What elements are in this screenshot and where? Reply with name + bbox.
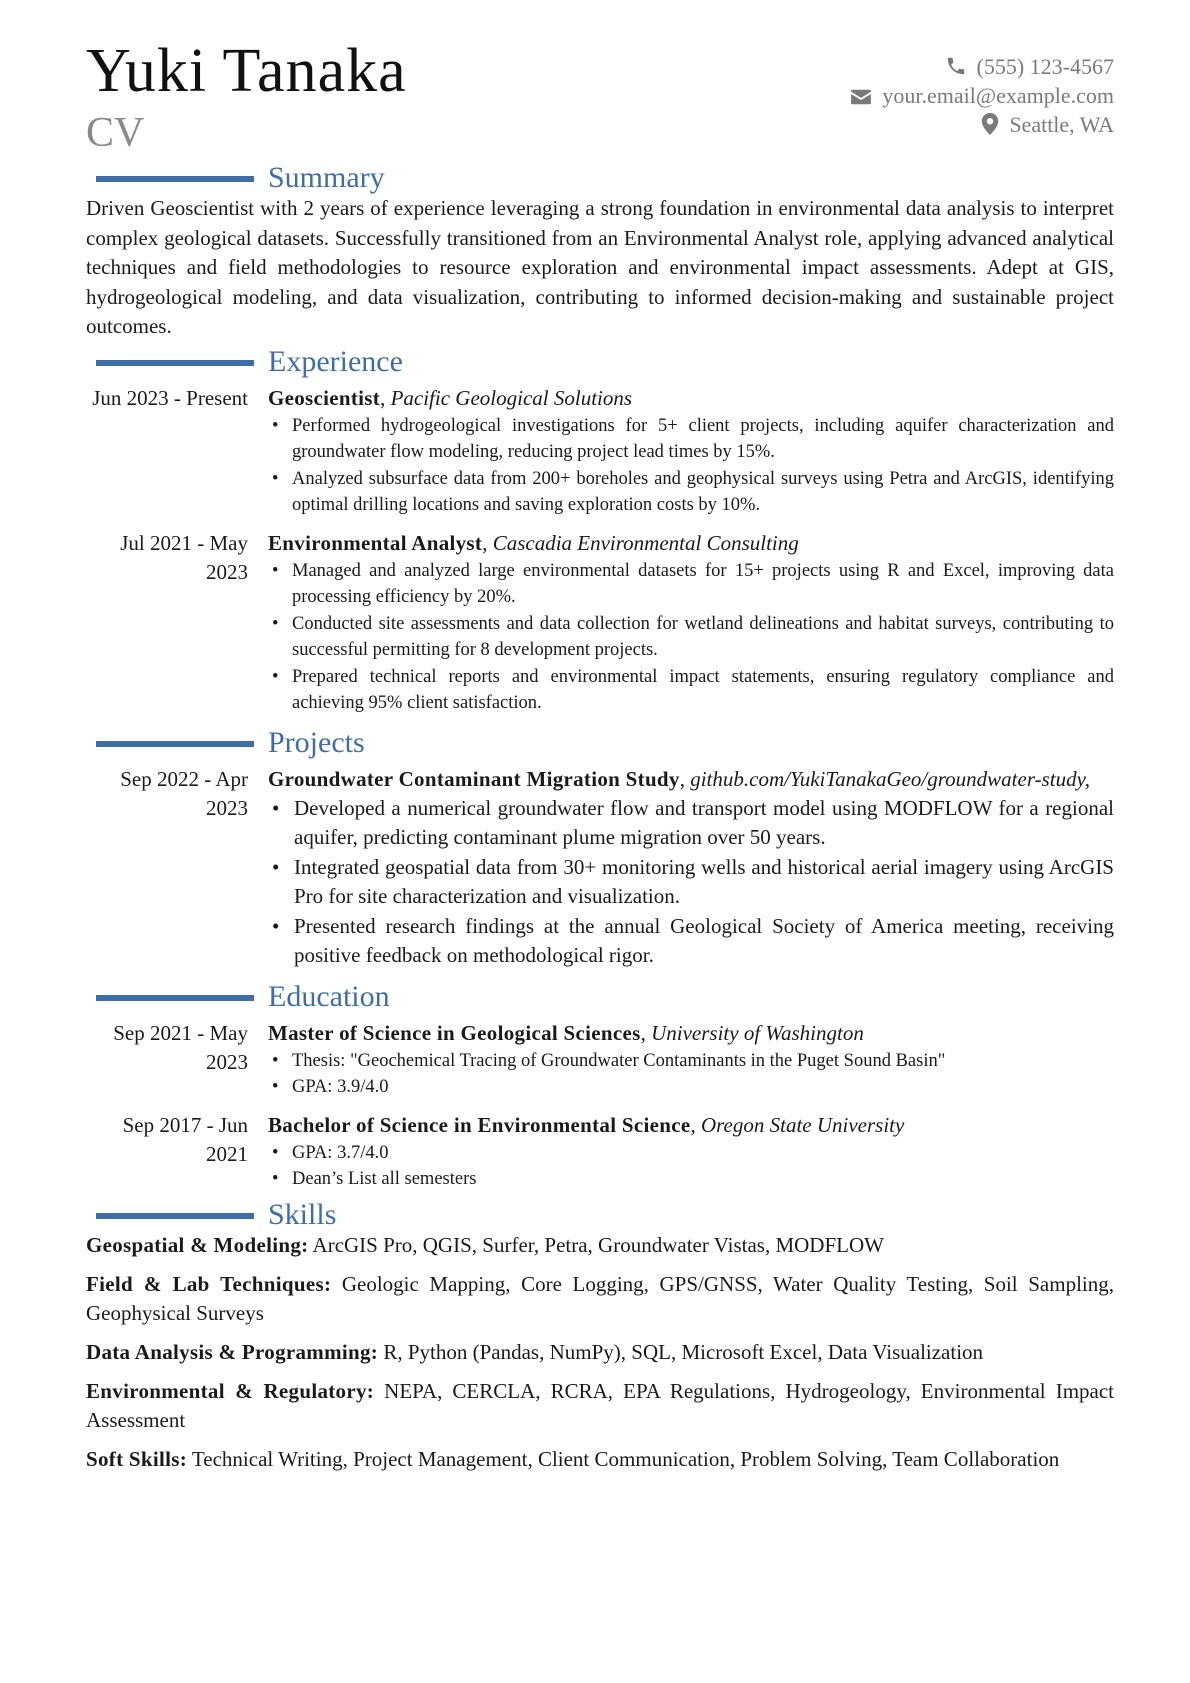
bullet-item: • Managed and analyzed large environmental datasets for 15+ projects using R and Excel, improving data processing efficiency by 20%. — [268, 558, 1114, 611]
job-title: Geoscientist — [268, 385, 381, 410]
skill-label: Soft Skills: — [86, 1446, 188, 1471]
organization: Cascadia Environmental Consulting — [492, 530, 799, 555]
phone-text: (555) 123-4567 — [976, 54, 1114, 79]
section-education-heading — [86, 981, 1114, 1013]
bullet-item: • Analyzed subsurface data from 200+ boreholes and geophysical surveys using Petra and ArcGIS, identifying optimal drilling locations and saving exploration costs by 10%. — [268, 466, 1114, 519]
cv-page — [86, 0, 1114, 1484]
skill-value: ArcGIS Pro, QGIS, Surfer, Petra, Groundwater Vistas, MODFLOW — [312, 1232, 884, 1257]
section-title: Education — [268, 979, 390, 1013]
experience-entry — [86, 384, 1114, 519]
map-pin-icon — [981, 113, 999, 135]
section-title: Projects — [268, 725, 365, 759]
bullet-item: • Performed hydrogeological investigations for 5+ client projects, including aquifer characterization and groundwater flow modeling, reducing project lead times by 15%. — [268, 413, 1114, 466]
institution: Oregon State University — [700, 1112, 905, 1137]
skill-value: NEPA, CERCLA, RCRA, EPA Regulations, Hydrogeology, Environmental Impact Assessment — [86, 1378, 1115, 1432]
cv-header — [86, 0, 1114, 160]
project-title: Groundwater Contaminant Migration Study — [268, 766, 680, 791]
skill-value: Geologic Mapping, Core Logging, GPS/GNSS, Water Quality Testing, Soil Sampling, Geophysical Surveys — [86, 1271, 1114, 1325]
bullet-list — [268, 1048, 1114, 1101]
skill-row — [86, 1377, 1114, 1435]
entry-date: Sep 2017 - Jun 2021 — [122, 1112, 248, 1166]
entry-body — [268, 384, 1114, 519]
section-skills-heading — [86, 1199, 1114, 1231]
project-entry — [86, 765, 1114, 971]
bullet-item: • Dean’s List all semesters — [268, 1166, 1114, 1193]
skill-row — [86, 1338, 1114, 1367]
skill-row — [86, 1445, 1114, 1474]
section-accent-bar — [96, 1213, 254, 1219]
entry-title: Bachelor of Science in Environmental Science, Oregon State University — [268, 1112, 905, 1137]
section-title: Experience — [268, 344, 403, 378]
entry-body — [268, 529, 1114, 717]
bullet-item: • GPA: 3.7/4.0 — [268, 1140, 1114, 1167]
contact-email[interactable] — [850, 81, 1114, 110]
contact-location — [850, 110, 1114, 139]
institution: University of Washington — [651, 1020, 864, 1045]
entry-title: Master of Science in Geological Sciences, University of Washington — [268, 1020, 864, 1045]
skill-value: Technical Writing, Project Management, Client Communication, Problem Solving, Team Collaboration — [191, 1446, 1060, 1471]
bullet-list — [268, 413, 1114, 519]
bullet-list — [268, 1140, 1114, 1193]
skill-label: Field & Lab Techniques: — [86, 1271, 332, 1296]
bullet-item: • Integrated geospatial data from 30+ monitoring wells and historical aerial imagery using ArcGIS Pro for site characterization and visualization. — [268, 853, 1114, 912]
entry-date: Jul 2021 - May 2023 — [120, 530, 248, 584]
bullet-list — [268, 794, 1114, 971]
education-entry — [86, 1111, 1114, 1193]
skill-label: Data Analysis & Programming: — [86, 1339, 379, 1364]
project-link[interactable]: github.com/YukiTanakaGeo/groundwater-study, — [690, 766, 1090, 791]
entry-date: Jun 2023 - Present — [92, 385, 248, 410]
section-title: Summary — [268, 161, 385, 194]
entry-title: Groundwater Contaminant Migration Study, github.com/YukiTanakaGeo/groundwater-study, — [268, 766, 1090, 791]
contact-phone[interactable] — [850, 52, 1114, 81]
bullet-item: • Developed a numerical groundwater flow and transport model using MODFLOW for a regional aquifer, predicting contaminant plume migration over 50 years. — [268, 794, 1114, 853]
education-entry — [86, 1019, 1114, 1101]
bullet-item: • Thesis: "Geochemical Tracing of Groundwater Contaminants in the Puget Sound Basin" — [268, 1048, 1114, 1075]
skill-label: Environmental & Regulatory: — [86, 1378, 375, 1403]
degree-title: Master of Science in Geological Sciences — [268, 1020, 641, 1045]
skill-row — [86, 1231, 1114, 1260]
entry-date: Sep 2022 - Apr 2023 — [120, 766, 248, 820]
bullet-item: • GPA: 3.9/4.0 — [268, 1074, 1114, 1101]
organization: Pacific Geological Solutions — [390, 385, 633, 410]
entry-body — [268, 1019, 1114, 1101]
skill-label: Geospatial & Modeling: — [86, 1232, 309, 1257]
summary-text: Driven Geoscientist with 2 years of experience leveraging a strong foundation in environmental data analysis to interpret complex geological datasets. Successfully transitioned from an Environmental Analyst role, applying advanced analytical techniques and field methodologies to resource exploration and environmental impact assessments. Adept at GIS, hydrogeological modeling, and data visualization, contributing to informed decision-making and sustainable project outcomes. — [86, 196, 1114, 338]
degree-title: Bachelor of Science in Environmental Science — [268, 1112, 691, 1137]
job-title: Environmental Analyst — [268, 530, 483, 555]
person-name: Yuki Tanaka — [86, 37, 407, 105]
entry-title: Geoscientist, Pacific Geological Solutions — [268, 385, 633, 410]
skill-value: R, Python (Pandas, NumPy), SQL, Microsoft Excel, Data Visualization — [383, 1339, 984, 1364]
experience-entry — [86, 529, 1114, 717]
section-accent-bar — [96, 741, 254, 747]
document-subtitle: CV — [86, 110, 145, 156]
section-projects-heading — [86, 727, 1114, 759]
email-text: your.email@example.com — [882, 83, 1114, 108]
entry-date: Sep 2021 - May 2023 — [113, 1020, 248, 1074]
envelope-icon — [850, 88, 872, 106]
bullet-list — [268, 558, 1114, 717]
entry-body — [268, 1111, 1114, 1193]
section-accent-bar — [96, 995, 254, 1001]
location-text: Seattle, WA — [1009, 112, 1114, 137]
bullet-item: • Presented research findings at the annual Geological Society of America meeting, receiving positive feedback on methodological rigor. — [268, 912, 1114, 971]
skill-row — [86, 1270, 1114, 1328]
entry-body — [268, 765, 1114, 971]
bullet-item: • Conducted site assessments and data collection for wetland delineations and habitat surveys, contributing to successful permitting for 8 development projects. — [268, 611, 1114, 664]
section-summary-heading — [86, 162, 1114, 194]
section-accent-bar — [96, 360, 254, 366]
section-experience-heading — [86, 346, 1114, 378]
bullet-item: • Prepared technical reports and environmental impact statements, ensuring regulatory compliance and achieving 95% client satisfaction. — [268, 664, 1114, 717]
section-accent-bar — [96, 176, 254, 182]
phone-icon — [945, 55, 967, 77]
section-title: Skills — [268, 1197, 337, 1231]
contact-info — [850, 52, 1114, 139]
entry-title: Environmental Analyst, Cascadia Environmental Consulting — [268, 530, 799, 555]
